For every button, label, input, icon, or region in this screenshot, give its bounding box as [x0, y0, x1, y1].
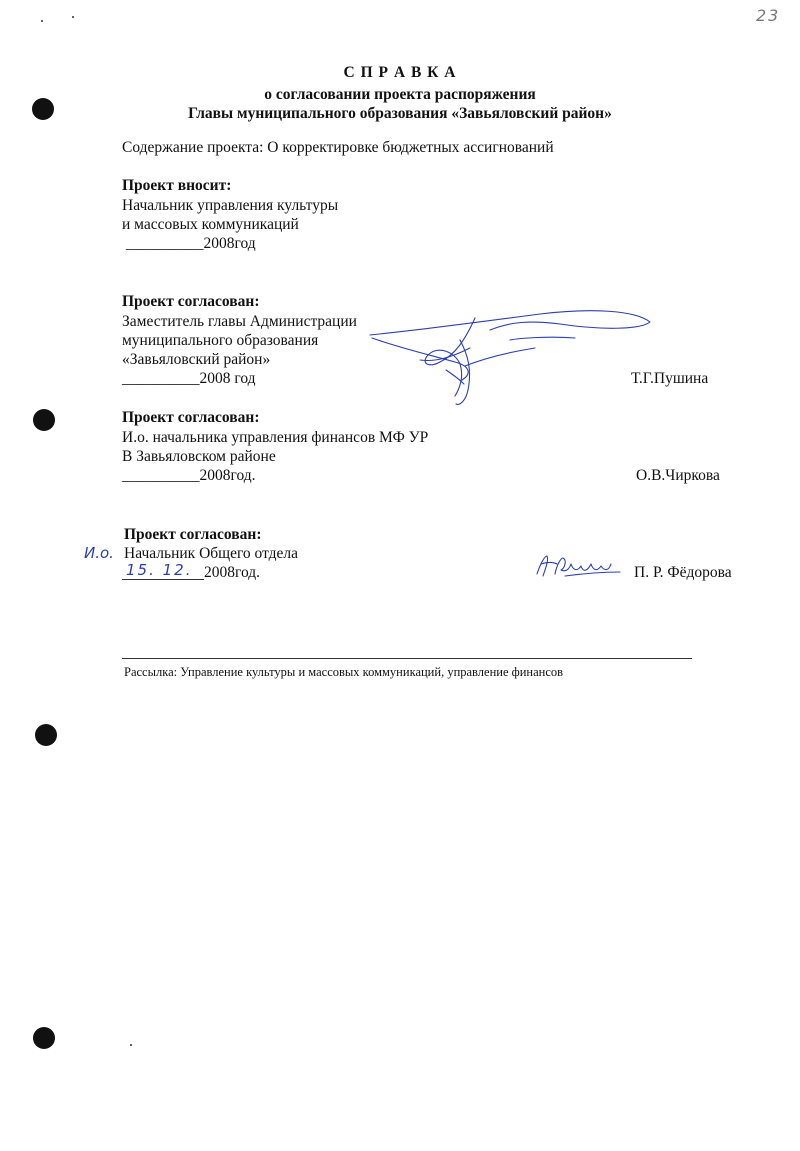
approval-1-date: __________2008 год	[122, 370, 256, 387]
approval-3-date-suffix: 2008год.	[204, 564, 261, 581]
approval-3-heading: Проект согласован:	[124, 526, 262, 543]
scan-speck	[130, 1044, 132, 1046]
signature-3	[535, 552, 625, 582]
binder-hole	[33, 1027, 55, 1049]
approval-2-heading: Проект согласован:	[122, 409, 260, 426]
submitter-line-1: Начальник управления культуры	[122, 197, 339, 214]
approval-3-date-line	[122, 564, 204, 580]
approval-1-line-1: Заместитель главы Администрации	[122, 313, 357, 330]
approval-2-date: __________2008год.	[122, 467, 256, 484]
document-subtitle-2: Главы муниципального образования «Завьяловский район»	[188, 105, 612, 122]
document-subtitle-1: о согласовании проекта распоряжения	[264, 86, 536, 103]
distribution-line: Рассылка: Управление культуры и массовых коммуникаций, управление финансов	[124, 665, 564, 679]
signature-1	[360, 300, 660, 415]
handwritten-date: 15. 12.	[126, 561, 193, 579]
approval-1-name: Т.Г.Пушина	[631, 370, 709, 387]
scan-speck	[72, 16, 74, 18]
approval-2-name: О.В.Чиркова	[636, 467, 720, 484]
content-line: Содержание проекта: О корректировке бюджетных ассигнований	[122, 139, 554, 156]
approval-1-heading: Проект согласован:	[122, 293, 260, 310]
document-title: С П Р А В К А	[343, 64, 457, 81]
handwritten-page-number: 23	[756, 6, 781, 25]
binder-hole	[33, 409, 55, 431]
distribution-divider	[122, 658, 692, 659]
scan-speck	[41, 20, 43, 22]
approval-3-name: П. Р. Фёдорова	[634, 564, 732, 581]
binder-hole	[35, 724, 57, 746]
handwritten-io-note: И.о.	[84, 544, 114, 562]
approval-1-line-3: «Завьяловский район»	[122, 351, 271, 368]
submitter-heading: Проект вносит:	[122, 177, 232, 194]
submitter-date: __________2008год	[126, 235, 256, 252]
approval-3-line-1: Начальник Общего отдела	[124, 545, 299, 562]
submitter-line-2: и массовых коммуникаций	[122, 216, 299, 233]
approval-2-line-1: И.о. начальника управления финансов МФ УР	[122, 429, 429, 446]
approval-1-line-2: муниципального образования	[122, 332, 319, 349]
approval-2-line-2: В Завьяловском районе	[122, 448, 276, 465]
